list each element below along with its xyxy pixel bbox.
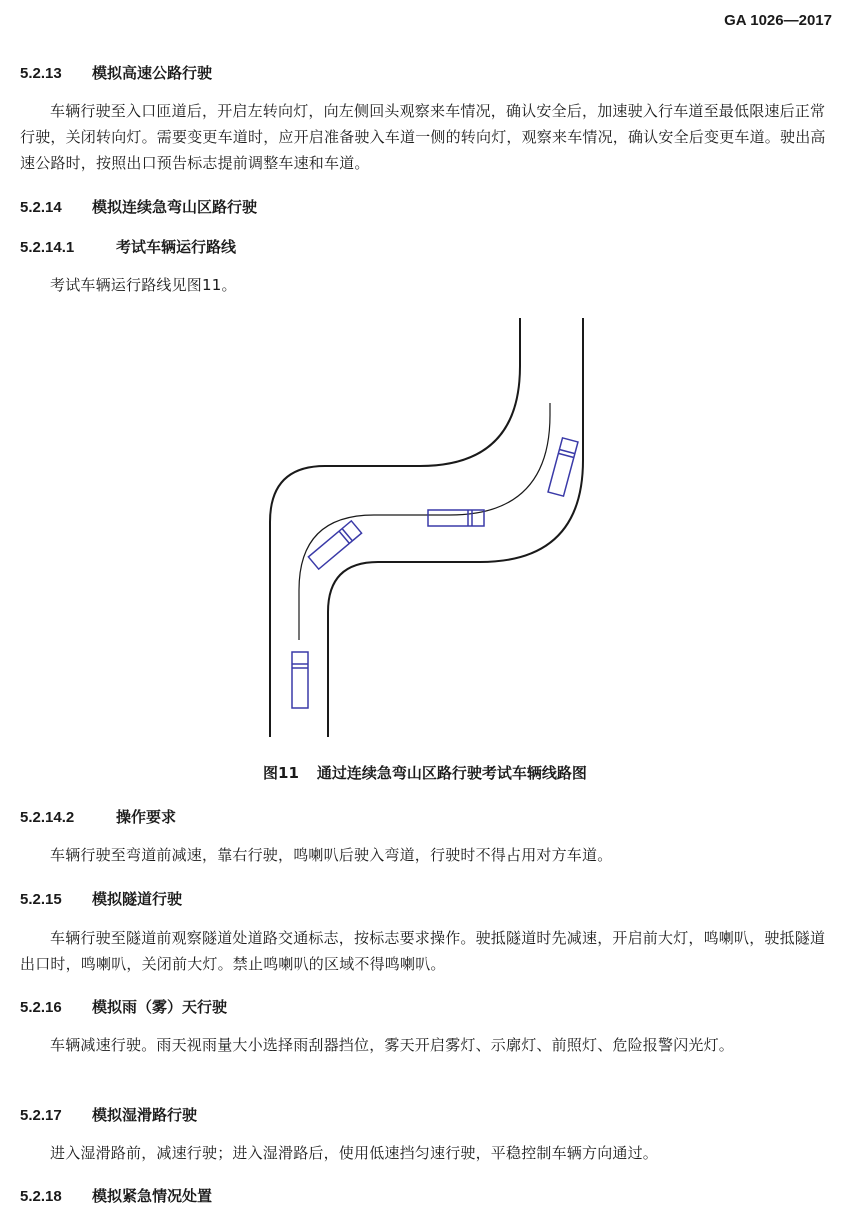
figure-caption-text: 通过连续急弯山区路行驶考试车辆线路图 [316, 764, 587, 782]
section-title: 操作要求 [116, 808, 177, 826]
figure-11-route-diagram [255, 312, 605, 742]
heading-5-2-14-1 [20, 236, 236, 257]
heading-5-2-13 [20, 62, 212, 83]
section-number: 5.2.13 [20, 65, 62, 82]
road-edges [270, 318, 583, 737]
heading-5-2-14 [20, 196, 257, 217]
section-number: 5.2.14.1 [20, 239, 75, 256]
heading-5-2-14-2 [20, 806, 176, 827]
section-title: 模拟雨（雾）天行驶 [92, 998, 228, 1016]
section-title: 模拟高速公路行驶 [92, 64, 213, 82]
vehicle-2 [308, 521, 361, 569]
paragraph-5-2-16: 车辆减速行驶。雨天视雨量大小选择雨刮器挡位，雾天开启雾灯、示廓灯、前照灯、危险报警闪光灯。 [50, 1036, 735, 1054]
section-number: 5.2.18 [20, 1188, 62, 1205]
section-title: 模拟连续急弯山区路行驶 [92, 198, 258, 216]
figure-label: 图11 [263, 764, 299, 782]
vehicle-1 [292, 652, 308, 708]
heading-5-2-15 [20, 888, 182, 909]
section-number: 5.2.14 [20, 199, 62, 216]
paragraph-5-2-15: 车辆行驶至隧道前观察隧道处道路交通标志，按标志要求操作。驶抵隧道时先减速，开启前大灯，鸣喇叭，驶抵隧道出口时，鸣喇叭，关闭前大灯。禁止鸣喇叭的区域不得鸣喇叭。 [20, 929, 826, 973]
section-number: 5.2.14.2 [20, 809, 75, 826]
standard-code-header: GA 1026—2017 [724, 12, 832, 29]
section-title: 模拟紧急情况处置 [92, 1187, 213, 1205]
vehicle-4 [548, 438, 578, 496]
section-title: 考试车辆运行路线 [116, 238, 237, 256]
heading-5-2-16 [20, 996, 227, 1017]
section-number: 5.2.15 [20, 891, 62, 908]
route-diagram-svg [255, 312, 605, 742]
paragraph-5-2-14-1: 考试车辆运行路线见图11。 [50, 276, 237, 294]
paragraph-5-2-14-2: 车辆行驶至弯道前减速，靠右行驶，鸣喇叭后驶入弯道，行驶时不得占用对方车道。 [50, 846, 613, 864]
section-title: 模拟隧道行驶 [92, 890, 183, 908]
section-title: 模拟湿滑路行驶 [92, 1106, 198, 1124]
figure-caption [0, 762, 850, 783]
paragraph-5-2-13: 车辆行驶至入口匝道后，开启左转向灯，向左侧回头观察来车情况，确认安全后，加速驶入行车道至最低限速后正常行驶，关闭转向灯。需要变更车道时，应开启准备驶入车道一侧的转向灯，观察来车情况，确认安全后变更车道。驶出高速公路时，按照出口预告标志提前调整车速和车道。 [20, 102, 826, 172]
vehicle-3 [428, 510, 484, 526]
heading-5-2-17 [20, 1104, 197, 1125]
lane-center-line [299, 403, 550, 640]
heading-5-2-18 [20, 1185, 212, 1206]
section-number: 5.2.16 [20, 999, 62, 1016]
road-right-edge [328, 318, 583, 737]
paragraph-5-2-17: 进入湿滑路前，减速行驶；进入湿滑路后，使用低速挡匀速行驶，平稳控制车辆方向通过。 [50, 1144, 659, 1162]
section-number: 5.2.17 [20, 1107, 62, 1124]
